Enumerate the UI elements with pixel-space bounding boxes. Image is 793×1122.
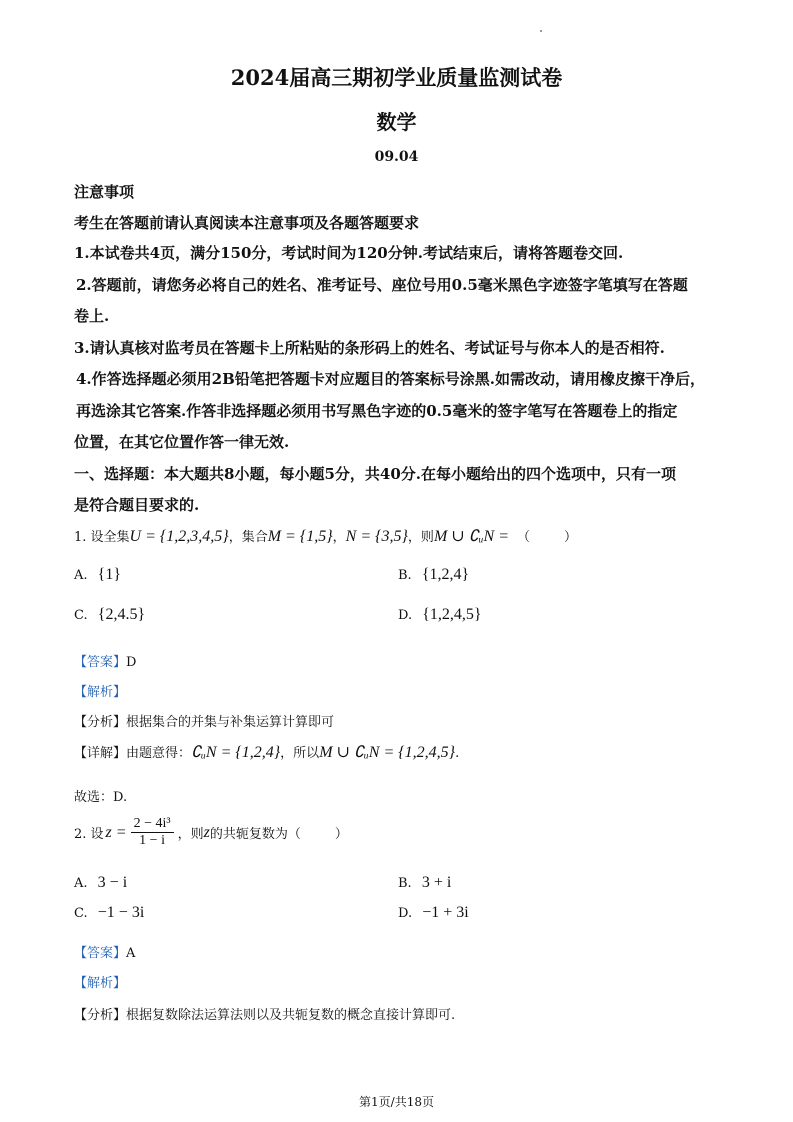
notice-heading: 注意事项 — [74, 183, 135, 201]
q2-suffix-a: ，则 — [177, 827, 204, 842]
notice-item-2-cont: 卷上. — [74, 307, 110, 325]
exam-title: 2024届高三期初学业质量监测试卷 — [230, 65, 563, 90]
q1-mid1: ，集合 — [228, 530, 268, 545]
section-heading: 一、选择题：本大题共8小题，每小题5分，共40分.在每小题给出的四个选项中，只有一项 — [74, 465, 676, 483]
q1-answer-tag: 【答案】 — [74, 655, 127, 670]
q2-option-c — [74, 904, 144, 922]
q1-analysis-label: 【解析】 — [74, 685, 127, 700]
q2-option-d-label: D. — [398, 906, 413, 921]
notice-item-1: 1.本试卷共4页，满分150分，考试时间为120分钟.考试结束后，请将答题卷交回. — [74, 244, 624, 262]
q1-option-a — [74, 566, 121, 584]
notice-item-4-cont1: 再选涂其它答案.作答非选择题必须用书写黑色字迹的0.5毫米的签字笔写在答题卷上的指定 — [76, 402, 678, 420]
question-1-stem — [74, 526, 577, 546]
q1-option-c — [74, 606, 145, 624]
notice-item-2: 2.答题前，请您务必将自己的姓名、准考证号、座位号用0.5毫米黑色字迹签字笔填写在答题 — [76, 276, 688, 294]
q2-option-d — [398, 904, 469, 922]
q1-set-n: N = {3,5} — [345, 528, 408, 545]
q1-option-b — [398, 566, 469, 584]
question-2-stem — [74, 816, 348, 849]
q1-xiangjie-end: . — [455, 746, 460, 761]
q2-answer-value: A — [126, 946, 136, 961]
q1-fenxi-tag: 【分析】 — [74, 715, 127, 730]
q1-answer — [74, 651, 136, 670]
q1-set-m: M = {1,5} — [267, 528, 333, 545]
q2-option-a-value: 3 − i — [97, 874, 128, 891]
q1-paren-close: ） — [564, 530, 578, 545]
q1-option-b-value: {1,2,4} — [421, 566, 470, 583]
q2-z: z = — [105, 823, 127, 841]
q2-option-c-value: −1 − 3i — [97, 904, 145, 921]
q2-z-2: z — [203, 823, 210, 841]
notice-item-3: 3.请认真核对监考员在答题卡上所粘贴的条形码上的姓名、考试证号与你本人的是否相符. — [74, 339, 665, 357]
q1-xiangjie — [74, 742, 459, 762]
scan-dot — [540, 30, 542, 32]
q2-answer — [74, 942, 135, 961]
q2-analysis-tag — [74, 972, 126, 991]
q1-xiangjie-math-1: ∁ᵤN = {1,2,4} — [191, 744, 281, 761]
q2-suffix-b: 的共轭复数为（ — [209, 827, 301, 842]
q2-option-b-value: 3 + i — [421, 874, 452, 891]
q2-option-c-label: C. — [74, 906, 88, 921]
q2-fraction-denominator: 1 − i — [139, 833, 165, 848]
exam-date: 09.04 — [374, 149, 419, 165]
q1-option-d-value: {1,2,4,5} — [422, 606, 482, 623]
q2-option-a — [74, 874, 127, 892]
q1-xiangjie-math-2: M ∪ ∁ᵤN = {1,2,4,5} — [319, 744, 456, 761]
q2-fenxi-tag: 【分析】 — [74, 1008, 127, 1023]
q1-fenxi — [74, 711, 334, 730]
q1-option-d — [398, 606, 482, 624]
q2-paren-close: ） — [334, 827, 348, 842]
q1-xiangjie-text-a: 由题意得： — [126, 746, 192, 761]
q1-set-u: U = {1,2,3,4,5} — [129, 528, 229, 545]
q2-fraction — [131, 816, 174, 849]
q2-fenxi-text: 根据复数除法运算法则以及共轭复数的概念直接计算即可. — [126, 1008, 456, 1023]
q1-conclusion: 故选：D. — [74, 790, 128, 805]
q1-paren-open: （ — [517, 530, 531, 545]
section-heading-cont: 是符合题目要求的. — [74, 496, 200, 514]
exam-subject: 数学 — [376, 110, 417, 134]
q1-analysis-tag — [74, 681, 126, 700]
q2-option-d-value: −1 + 3i — [422, 904, 469, 921]
q1-comma: ， — [332, 530, 346, 545]
q1-option-c-value: {2,4.5} — [97, 606, 146, 623]
q1-option-a-value: {1} — [97, 566, 122, 583]
q2-fraction-numerator: 2 − 4i³ — [131, 816, 174, 833]
notice-intro: 考生在答题前请认真阅读本注意事项及各题答题要求 — [74, 214, 420, 232]
q1-option-b-label: B. — [398, 568, 412, 583]
notice-item-4: 4.作答选择题必须用2B铅笔把答题卡对应题目的答案标号涂黑.如需改动，请用橡皮擦干净后， — [76, 370, 706, 388]
q2-option-b-label: B. — [398, 876, 412, 891]
q2-fenxi — [74, 1004, 455, 1023]
q1-answer-value: D — [126, 655, 137, 670]
q1-option-c-label: C. — [74, 608, 88, 623]
q1-xiangjie-text-b: ，所以 — [280, 746, 320, 761]
q2-analysis-label: 【解析】 — [74, 976, 127, 991]
q2-option-a-label: A. — [74, 876, 88, 891]
q2-answer-tag: 【答案】 — [74, 946, 127, 961]
q1-option-a-label: A. — [74, 568, 88, 583]
q1-option-d-label: D. — [398, 608, 413, 623]
q1-expr: M ∪ ∁ᵤN = — [433, 528, 510, 545]
q1-xiangjie-tag: 【详解】 — [74, 746, 127, 761]
q2-prefix: 2. 设 — [74, 827, 104, 842]
q1-prefix: 1. 设全集 — [74, 530, 130, 545]
q1-fenxi-text: 根据集合的并集与补集运算计算即可 — [126, 715, 335, 730]
page-footer: 第1页/共18页 — [359, 1095, 434, 1109]
notice-item-4-cont2: 位置，在其它位置作答一律无效. — [74, 433, 290, 451]
q2-option-b — [398, 874, 451, 892]
q1-mid2: ，则 — [407, 530, 434, 545]
